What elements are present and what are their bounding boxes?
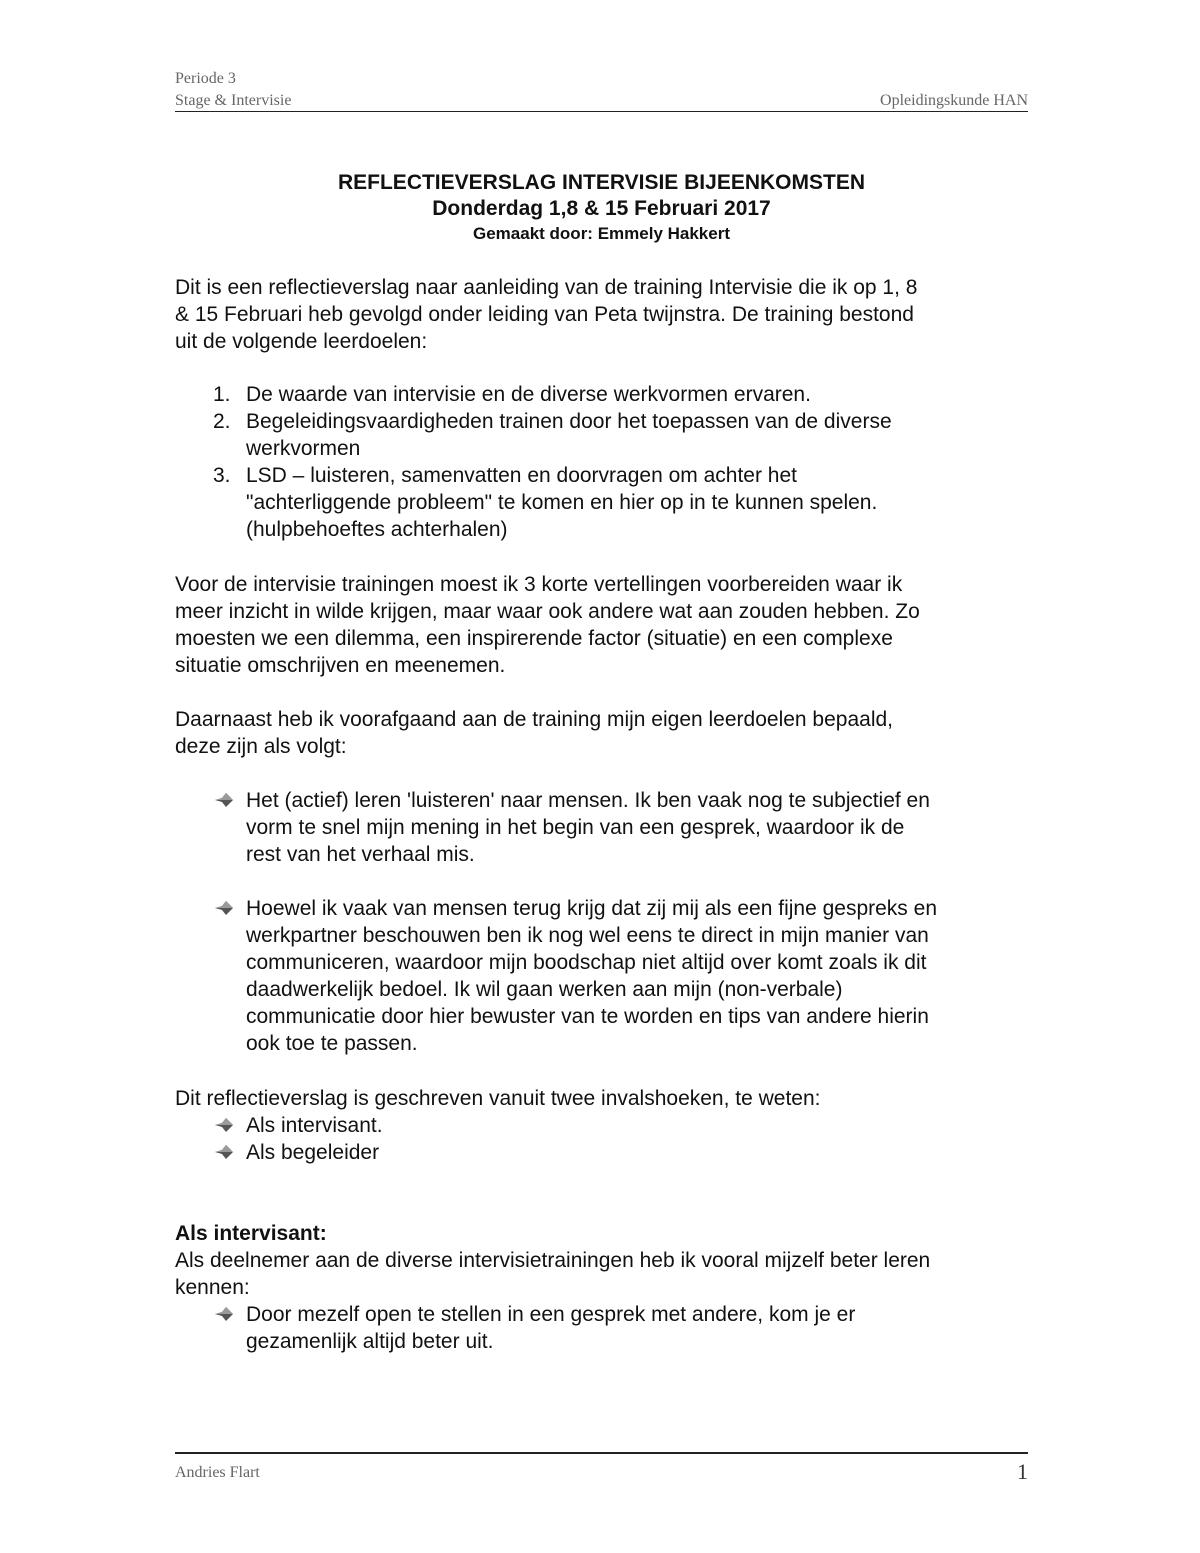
own-goal-item [246,787,1046,868]
text-line: werkpartner beschouwen ben ik nog wel eens te direct in mijn manier van [246,924,929,947]
text-line: meer inzicht in wilde krijgen, maar waar ook andere wat aan zouden hebben. Zo [175,600,920,623]
footer-name: Andries Flart [175,1464,260,1481]
text-line: Het (actief) leren 'luisteren' naar mensen. Ik ben vaak nog te subjectief en [246,789,930,812]
header-row [175,92,1028,110]
document-author: Gemaakt door: Emmely Hakkert [473,224,730,243]
section-bullet-item [246,1301,1046,1355]
text-line: (hulpbehoeftes achterhalen) [246,518,508,541]
text-line: communiceren, waardoor mijn boodschap niet altijd over komt zoals ik dit [246,951,927,974]
angle-item: Als begeleider [246,1141,380,1164]
intro-paragraph [175,274,1035,355]
header-divider [175,111,1028,112]
own-goals-intro [175,706,1035,760]
angles-intro: Dit reflectieverslag is geschreven vanuit twee invalshoeken, te weten: [175,1087,821,1110]
page-number: 1 [1017,1459,1028,1484]
text-line: Hoewel ik vaak van mensen terug krijg dat zij mij als een fijne gespreks en [246,897,938,920]
preparation-paragraph [175,571,1035,679]
own-goal-item [246,895,1046,1057]
header-subject: Stage & Intervisie [175,92,292,109]
list-number: 1. [213,383,231,406]
goal-item [246,381,1046,408]
arrow-bullet-icon [213,792,235,808]
text-line: rest van het verhaal mis. [246,843,475,866]
document-date: Donderdag 1,8 & 15 Februari 2017 [432,197,771,220]
list-number: 2. [213,410,231,433]
arrow-bullet-icon [213,1306,235,1322]
text-line: & 15 Februari heb gevolgd onder leiding van Peta twijnstra. De training bestond [175,303,914,326]
text-line: gezamenlijk altijd beter uit. [246,1330,494,1353]
arrow-bullet-icon [213,1117,235,1133]
text-line: Voor de intervisie trainingen moest ik 3 korte vertellingen voorbereiden waar ik [175,573,903,596]
text-line: daadwerkelijk bedoel. Ik wil gaan werken aan mijn (non-verbale) [246,978,843,1001]
header-institute: Opleidingskunde HAN [880,92,1028,109]
text-line: moesten we een dilemma, een inspirerende factor (situatie) en een complexe [175,627,893,650]
text-line: kennen: [175,1276,250,1299]
goal-item [246,462,1046,543]
text-line: communicatie door hier bewuster van te worden en tips van andere hierin [246,1005,929,1028]
text-line: Door mezelf open te stellen in een gesprek met andere, kom je er [246,1303,856,1326]
text-line: "achterliggende probleem" te komen en hier op in te kunnen spelen. [246,491,878,514]
text-line: vorm te snel mijn mening in het begin van een gesprek, waardoor ik de [246,816,905,839]
text-line: De waarde van intervisie en de diverse werkvormen ervaren. [246,383,811,406]
text-line: LSD – luisteren, samenvatten en doorvragen om achter het [246,464,797,487]
header-period: Periode 3 [175,70,236,87]
list-number: 3. [213,464,231,487]
arrow-bullet-icon [213,900,235,916]
text-line: Als deelnemer aan de diverse intervisietrainingen heb ik vooral mijzelf beter leren [175,1249,931,1272]
text-line: Dit is een reflectieverslag naar aanleiding van de training Intervisie die ik op 1, 8 [175,276,918,299]
goal-item [246,408,1046,462]
text-line: ook toe te passen. [246,1032,418,1055]
angle-item: Als intervisant. [246,1114,383,1137]
text-line: werkvormen [246,437,361,460]
section-paragraph [175,1247,1035,1301]
text-line: situatie omschrijven en meenemen. [175,654,506,677]
text-line: Daarnaast heb ik voorafgaand aan de training mijn eigen leerdoelen bepaald, [175,708,894,731]
document-title: REFLECTIEVERSLAG INTERVISIE BIJEENKOMSTEN [337,171,866,194]
text-line: deze zijn als volgt: [175,735,347,758]
text-line: uit de volgende leerdoelen: [175,330,428,353]
text-line: Begeleidingsvaardigheden trainen door het toepassen van de diverse [246,410,892,433]
footer-divider [175,1452,1028,1454]
section-heading: Als intervisant: [175,1222,327,1245]
arrow-bullet-icon [213,1144,235,1160]
